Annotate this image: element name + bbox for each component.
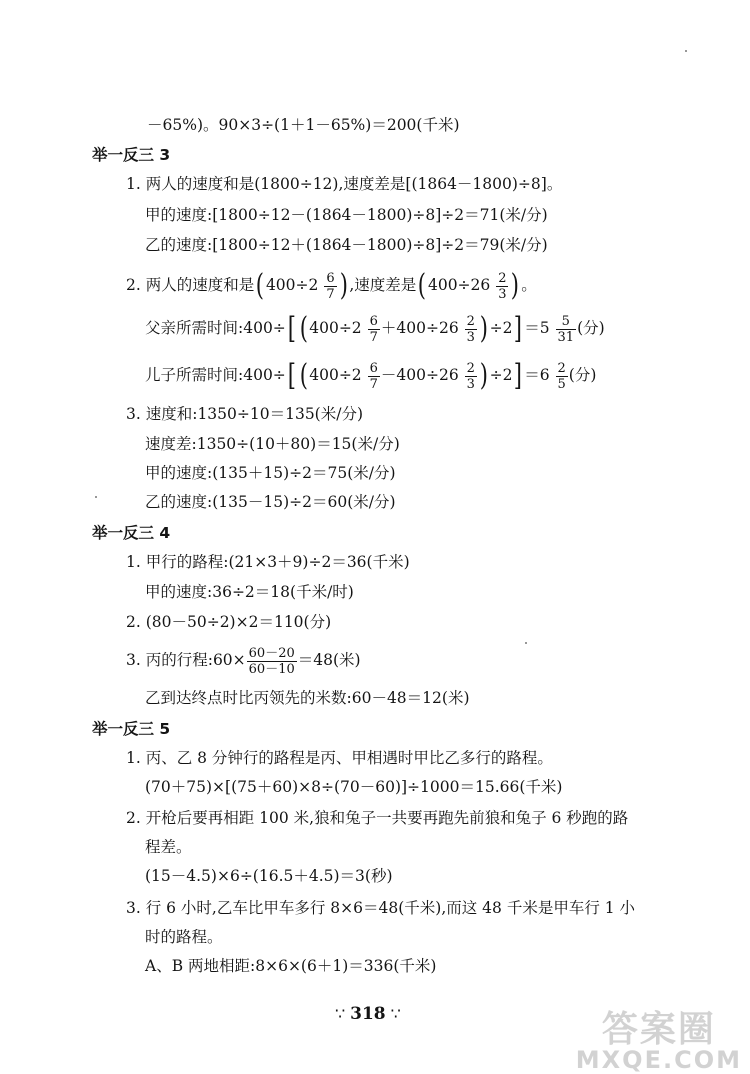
fraction-five-31: $\frac{5}{31}$: [557, 313, 575, 345]
problem-3-2-mid2: ,速度差是: [349, 276, 417, 294]
problem-3-2-pre: 2. 两人的速度和是: [126, 276, 255, 294]
paren-open: (: [299, 358, 308, 393]
fraction-p4: $\frac{60-20}{60-10}$: [248, 645, 295, 677]
son-time-pre: 儿子所需时间:400÷: [145, 366, 286, 384]
scan-speck: [525, 642, 527, 644]
problem-3-3-diff: 速度差:1350÷(10＋80)＝15(米/分): [145, 435, 400, 453]
fraction-two-thirds: $\frac{2}{3}$: [466, 313, 475, 345]
scan-speck: [685, 50, 687, 52]
problem-3-1-yi: 乙的速度:[1800÷12＋(1864－1800)÷8]÷2＝79(米/分): [145, 236, 548, 254]
bracket-close: ]: [514, 311, 523, 346]
father-term-1: 400÷2: [309, 319, 362, 337]
paren-close: ): [479, 311, 488, 346]
problem-3-3-jia: 甲的速度:(135＋15)÷2＝75(米/分): [145, 464, 396, 482]
problem-4-3-post: ＝48(米): [297, 651, 361, 669]
paren-open: (: [418, 268, 427, 303]
son-unit: (分): [568, 366, 597, 384]
problem-5-3-calc: A、B 两地相距:8×6×(6＋1)＝336(千米): [145, 957, 437, 975]
fraction-six-sevenths: $\frac{6}{7}$: [369, 313, 378, 345]
bracket-open: [: [287, 358, 296, 393]
section-heading-4: 举一反三 4: [92, 524, 171, 542]
paren-close: ): [511, 268, 520, 303]
problem-5-2-cont: 程差。: [145, 838, 192, 856]
problem-4-3-pre: 3. 丙的行程:60×: [126, 651, 246, 669]
fraction-six-sevenths: $\frac{6}{7}$: [326, 270, 335, 302]
father-result: ＝5: [524, 319, 550, 337]
problem-3-2-mid: 400÷2: [265, 276, 319, 294]
problem-3-2-mid3: 400÷26: [427, 276, 491, 294]
problem-5-2: 2. 开枪后要再相距 100 米,狼和兔子一共要再跑先前狼和兔子 6 秒跑的路: [126, 809, 629, 827]
problem-5-3-cont: 时的路程。: [145, 928, 223, 946]
paren-open: (: [255, 268, 265, 303]
son-term-3: ÷2: [489, 366, 513, 384]
scan-speck: [95, 496, 97, 498]
son-term-1: 400÷2: [309, 366, 362, 384]
fraction-two-thirds: $\frac{2}{3}$: [498, 270, 507, 302]
problem-4-1-speed: 甲的速度:36÷2＝18(千米/时): [145, 583, 354, 601]
footer-dots-left: ∵: [335, 1004, 346, 1023]
problem-3-2-end: 。: [521, 276, 537, 294]
footer-dots-right: ∵: [390, 1004, 401, 1023]
son-term-2: －400÷26: [380, 366, 459, 384]
watermark-logo: [575, 1009, 742, 1074]
page-footer: [335, 1003, 401, 1025]
problem-4-3-lead: 乙到达终点时比丙领先的米数:60－48＝12(米): [145, 689, 470, 707]
problem-5-1-calc: (70＋75)×[(75＋60)×8÷(70－60)]÷1000＝15.66(千米): [145, 778, 563, 796]
fraction-two-thirds: $\frac{2}{3}$: [466, 360, 475, 392]
paren-open: (: [299, 311, 308, 346]
section-heading-5: 举一反三 5: [92, 720, 171, 738]
problem-5-2-calc: (15－4.5)×6÷(16.5＋4.5)＝3(秒): [145, 867, 393, 885]
bracket-close: ]: [514, 358, 523, 393]
problem-5-1: 1. 丙、乙 8 分钟行的路程是丙、甲相遇时甲比乙多行的路程。: [126, 749, 553, 767]
son-time: [145, 358, 596, 392]
problem-4-2: 2. (80－50÷2)×2＝110(分): [126, 613, 332, 631]
bracket-open: [: [287, 311, 296, 346]
father-time: [145, 311, 605, 345]
section-heading-3: 举一反三 3: [92, 146, 171, 164]
problem-3-3: 3. 速度和:1350÷10＝135(米/分): [126, 405, 363, 423]
fraction-six-sevenths: $\frac{6}{7}$: [369, 360, 378, 392]
father-term-2: ＋400÷26: [380, 319, 459, 337]
page-number: 318: [350, 1004, 386, 1024]
paren-close: ): [479, 358, 488, 393]
father-time-pre: 父亲所需时间:400÷: [145, 319, 286, 337]
watermark-bottom-text: MXQE.COM: [575, 1046, 742, 1074]
father-unit: (分): [577, 319, 605, 337]
fraction-two-fifths: $\frac{2}{5}$: [557, 360, 566, 392]
continued-line: －65%)。90×3÷(1＋1－65%)＝200(千米): [147, 116, 460, 134]
problem-5-3: 3. 行 6 小时,乙车比甲车多行 8×6＝48(千米),而这 48 千米是甲车行 1 小: [126, 899, 636, 917]
father-term-3: ÷2: [489, 319, 513, 337]
problem-3-2: [126, 268, 537, 302]
problem-3-1: 1. 两人的速度和是(1800÷12),速度差是[(1864－1800)÷8]。: [126, 175, 563, 193]
paren-close: ): [339, 268, 348, 303]
problem-3-3-yi: 乙的速度:(135－15)÷2＝60(米/分): [145, 493, 396, 511]
problem-3-1-jia: 甲的速度:[1800÷12－(1864－1800)÷8]÷2＝71(米/分): [145, 206, 548, 224]
son-result: ＝6: [524, 366, 550, 384]
problem-4-3: [126, 641, 361, 679]
problem-4-1: 1. 甲行的路程:(21×3＋9)÷2＝36(千米): [126, 553, 410, 571]
watermark-top-text: 答案圈: [601, 1009, 716, 1050]
